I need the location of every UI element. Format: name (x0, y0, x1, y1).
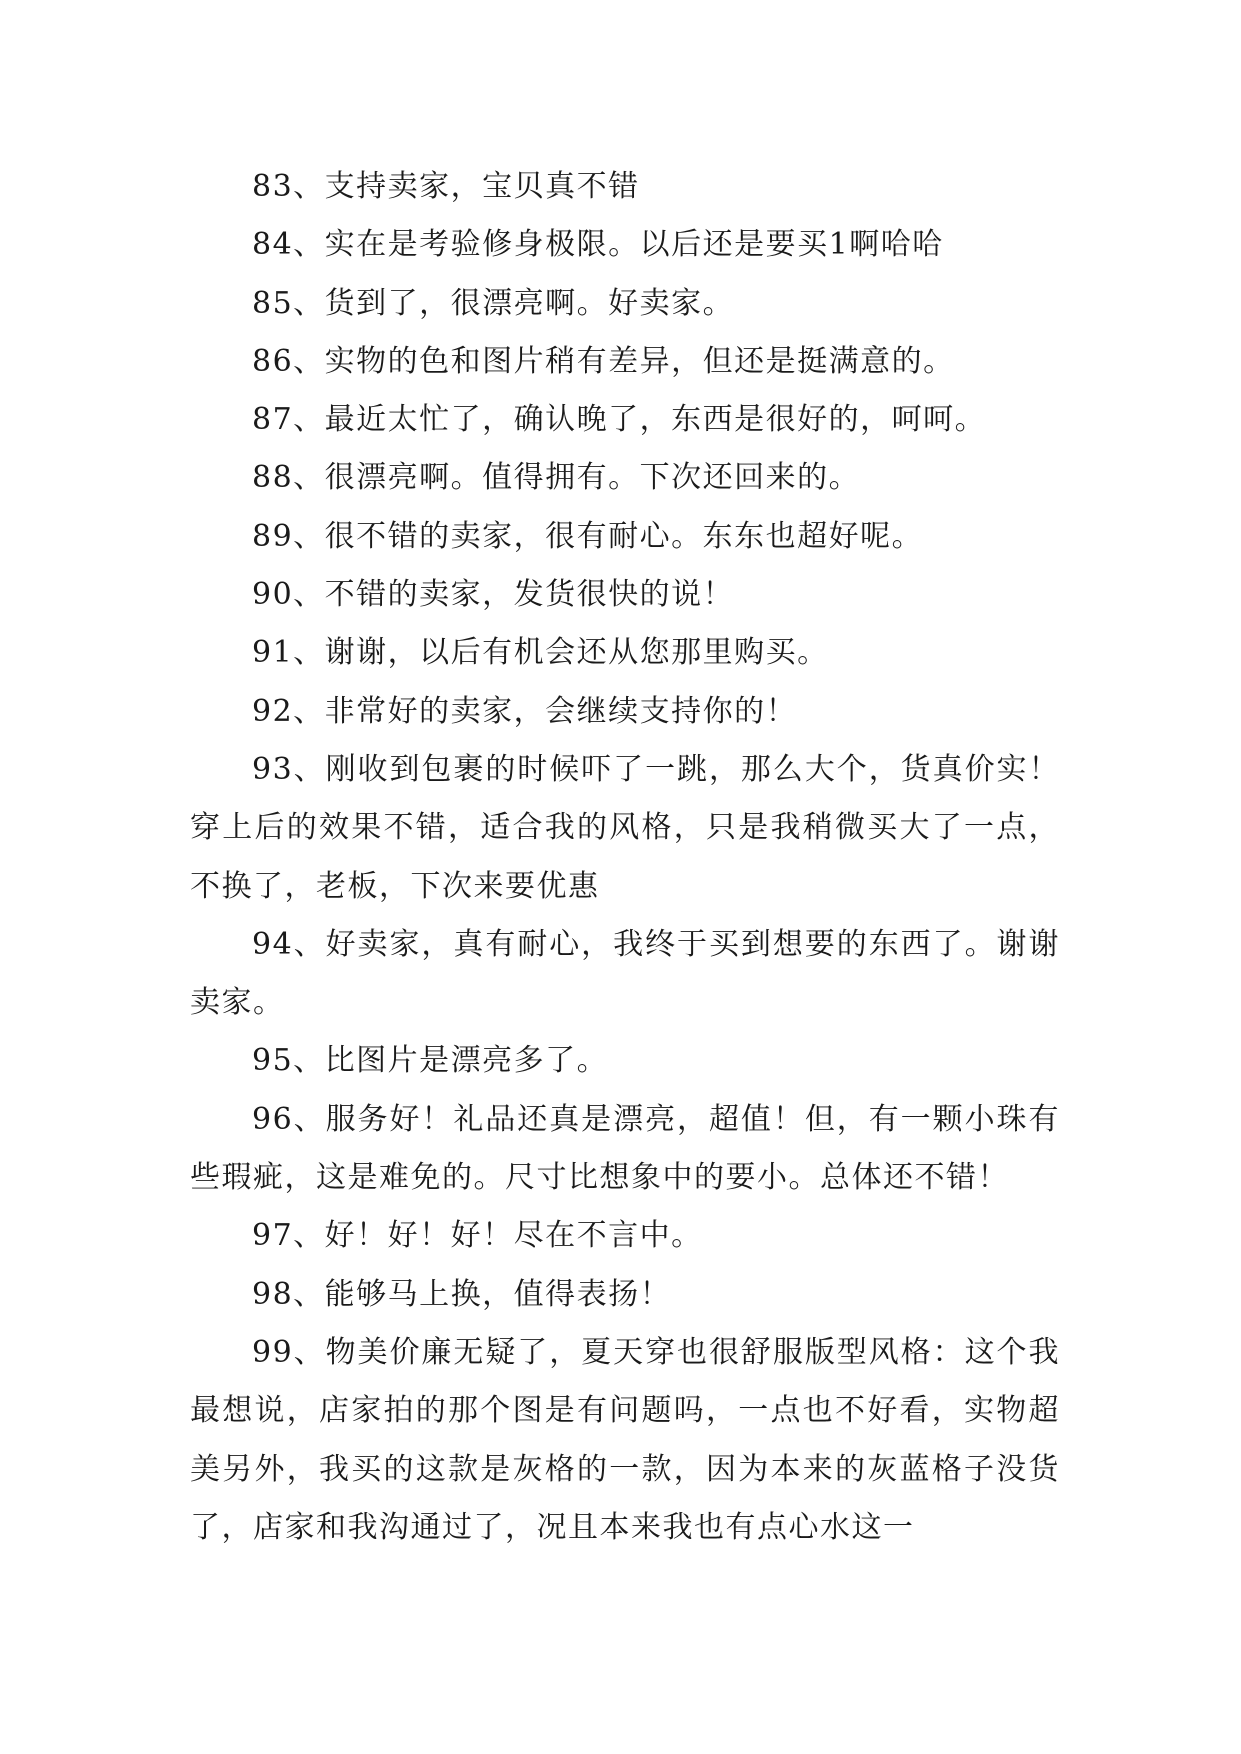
paragraph-97: 97、好！好！好！尽在不言中。 (252, 1218, 703, 1254)
paragraph-96: 96、服务好！礼品还真是漂亮，超值！但，有一颗小珠有些瑕疵，这是难免的。尺寸比想象中的要小。总体还不错！ (190, 1101, 1060, 1196)
paragraph-89: 89、很不错的卖家，很有耐心。东东也超好呢。 (252, 518, 924, 554)
paragraph-90: 90、不错的卖家，发货很快的说！ (252, 577, 735, 613)
paragraph-91: 91、谢谢，以后有机会还从您那里购买。 (252, 635, 829, 671)
paragraph-86: 86、实物的色和图片稍有差异，但还是挺满意的。 (252, 343, 955, 379)
paragraph-92: 92、非常好的卖家，会继续支持你的！ (252, 693, 798, 729)
paragraph-98: 98、能够马上换，值得表扬！ (252, 1276, 672, 1312)
paragraph-94: 94、好卖家，真有耐心，我终于买到想要的东西了。谢谢卖家。 (190, 926, 1060, 1021)
paragraph-87: 87、最近太忙了，确认晚了，东西是很好的，呵呵。 (252, 402, 987, 438)
document-body (190, 158, 1060, 1557)
paragraph-95: 95、比图片是漂亮多了。 (252, 1043, 609, 1079)
paragraph-84: 84、实在是考验修身极限。以后还是要买1啊哈哈 (252, 227, 944, 263)
paragraph-83: 83、支持卖家，宝贝真不错 (252, 169, 640, 204)
paragraph-85: 85、货到了，很漂亮啊。好卖家。 (252, 285, 735, 321)
paragraph-99: 99、物美价廉无疑了，夏天穿也很舒服版型风格：这个我最想说，店家拍的那个图是有问题吗，一点也不好看，实物超美另外，我买的这款是灰格的一款，因为本来的灰蓝格子没货了，店家和我沟通过了，况且本来我也有点心水这一 (190, 1334, 1060, 1545)
paragraph-88: 88、很漂亮啊。值得拥有。下次还回来的。 (252, 460, 861, 496)
paragraph-93: 93、刚收到包裹的时候吓了一跳，那么大个，货真价实！穿上后的效果不错，适合我的风格，只是我稍微买大了一点，不换了，老板，下次来要优惠 (190, 751, 1060, 904)
